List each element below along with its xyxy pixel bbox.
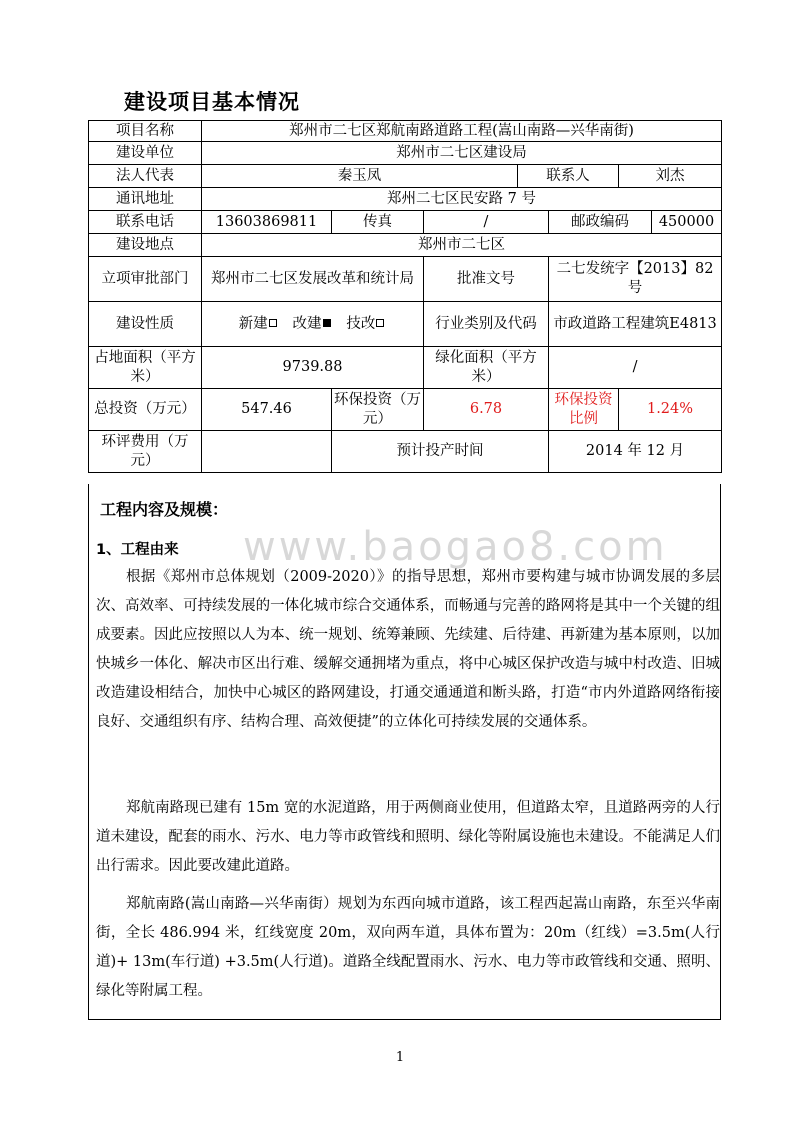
contact-label: 联系人	[518, 165, 619, 188]
project-name-label: 项目名称	[89, 121, 202, 142]
site-value: 郑州市二七区	[202, 234, 722, 257]
eia-fee-value	[202, 431, 332, 473]
project-name-value: 郑州市二七区郑航南路道路工程(嵩山南路—兴华南街)	[202, 121, 722, 142]
section-title: 工程内容及规模：	[100, 500, 229, 519]
document-title: 建设项目基本情况	[124, 90, 300, 114]
green-label: 绿化面积（平方米）	[424, 347, 549, 389]
address-label: 通讯地址	[89, 188, 202, 211]
checkbox-unchecked-icon	[269, 319, 277, 327]
env-invest-label: 环保投资（万元）	[332, 389, 424, 431]
industry-value: 市政道路工程建筑E4813	[549, 302, 722, 347]
subsection-title: 1、工程由来	[96, 542, 179, 558]
area-value: 9739.88	[202, 347, 424, 389]
approval-dept-value: 郑州市二七区发展改革和统计局	[202, 257, 424, 302]
phone-value: 13603869811	[202, 211, 332, 234]
nature-tech-label: 技改	[346, 315, 376, 332]
env-invest-value: 6.78	[424, 389, 549, 431]
address-value: 郑州二七区民安路 7 号	[202, 188, 722, 211]
paragraph-1: 根据《郑州市总体规划（2009-2020）》的指导思想，郑州市要构建与城市协调发展的多层次、高效率、可持续发展的一体化城市综合交通体系，而畅通与完善的路网将是其中一个关键的组成要素。因此应按照以人为本、统一规划、统筹兼顾、先续建、后待建、再新建为基本原则，以加快城乡一体化、解决市区出行难、缓解交通拥堵为重点，将中心城区保护改造与城中村改造、旧城改造建设相结合，加快中心城区的路网建设，打通交通通道和断头路，打造“市内外道路网络衔接良好、交通组织有序、结构合理、高效便捷”的立体化可持续发展的交通体系。	[96, 569, 720, 730]
prod-time-label: 预计投产时间	[332, 431, 549, 473]
prod-time-value: 2014 年 12 月	[549, 431, 722, 473]
builder-value: 郑州市二七区建设局	[202, 142, 722, 165]
postcode-label: 邮政编码	[549, 211, 652, 234]
paragraph-3: 郑航南路(嵩山南路—兴华南街）规划为东西向城市道路，该工程西起嵩山南路，东至兴华南街，全长 486.994 米，红线宽度 20m，双向两车道，具体布置为：20m（红线）=3.5m(人行道)+ 13m(车行道) +3.5m(人行道)。道路全线配置雨水、污水、电力等市政管线和交通、照明、绿化等附属工程。	[96, 896, 720, 999]
nature-rebuild-label: 改建	[292, 315, 322, 332]
fax-value: /	[424, 211, 549, 234]
project-info-table	[88, 120, 722, 473]
approval-no-value: 二七发统字【2013】82号	[549, 257, 722, 302]
page-number: 1	[395, 1050, 405, 1065]
builder-label: 建设单位	[89, 142, 202, 165]
nature-options	[202, 302, 424, 347]
approval-no-label: 批准文号	[424, 257, 549, 302]
area-label: 占地面积（平方米）	[89, 347, 202, 389]
invest-value: 547.46	[202, 389, 332, 431]
checkbox-unchecked-icon	[376, 319, 384, 327]
phone-label: 联系电话	[89, 211, 202, 234]
postcode-value: 450000	[652, 211, 722, 234]
env-ratio-value: 1.24%	[619, 389, 722, 431]
legal-rep-value: 秦玉凤	[202, 165, 518, 188]
nature-label: 建设性质	[89, 302, 202, 347]
invest-label: 总投资（万元）	[89, 389, 202, 431]
watermark: www.baogao8.com	[243, 524, 668, 570]
env-ratio-label: 环保投资比例	[549, 389, 619, 431]
legal-rep-label: 法人代表	[89, 165, 202, 188]
checkbox-checked-icon	[323, 319, 331, 327]
fax-label: 传真	[332, 211, 424, 234]
paragraph-2: 郑航南路现已建有 15m 宽的水泥道路，用于两侧商业使用，但道路太窄，且道路两旁的人行道未建设，配套的雨水、污水、电力等市政管线和照明、绿化等附属设施也未建设。不能满足人们出行需求。因此要改建此道路。	[96, 800, 720, 874]
green-value: /	[549, 347, 722, 389]
approval-dept-label: 立项审批部门	[89, 257, 202, 302]
industry-label: 行业类别及代码	[424, 302, 549, 347]
eia-fee-label: 环评费用（万元）	[89, 431, 202, 473]
nature-new-label: 新建	[238, 315, 268, 332]
contact-value: 刘杰	[619, 165, 722, 188]
site-label: 建设地点	[89, 234, 202, 257]
